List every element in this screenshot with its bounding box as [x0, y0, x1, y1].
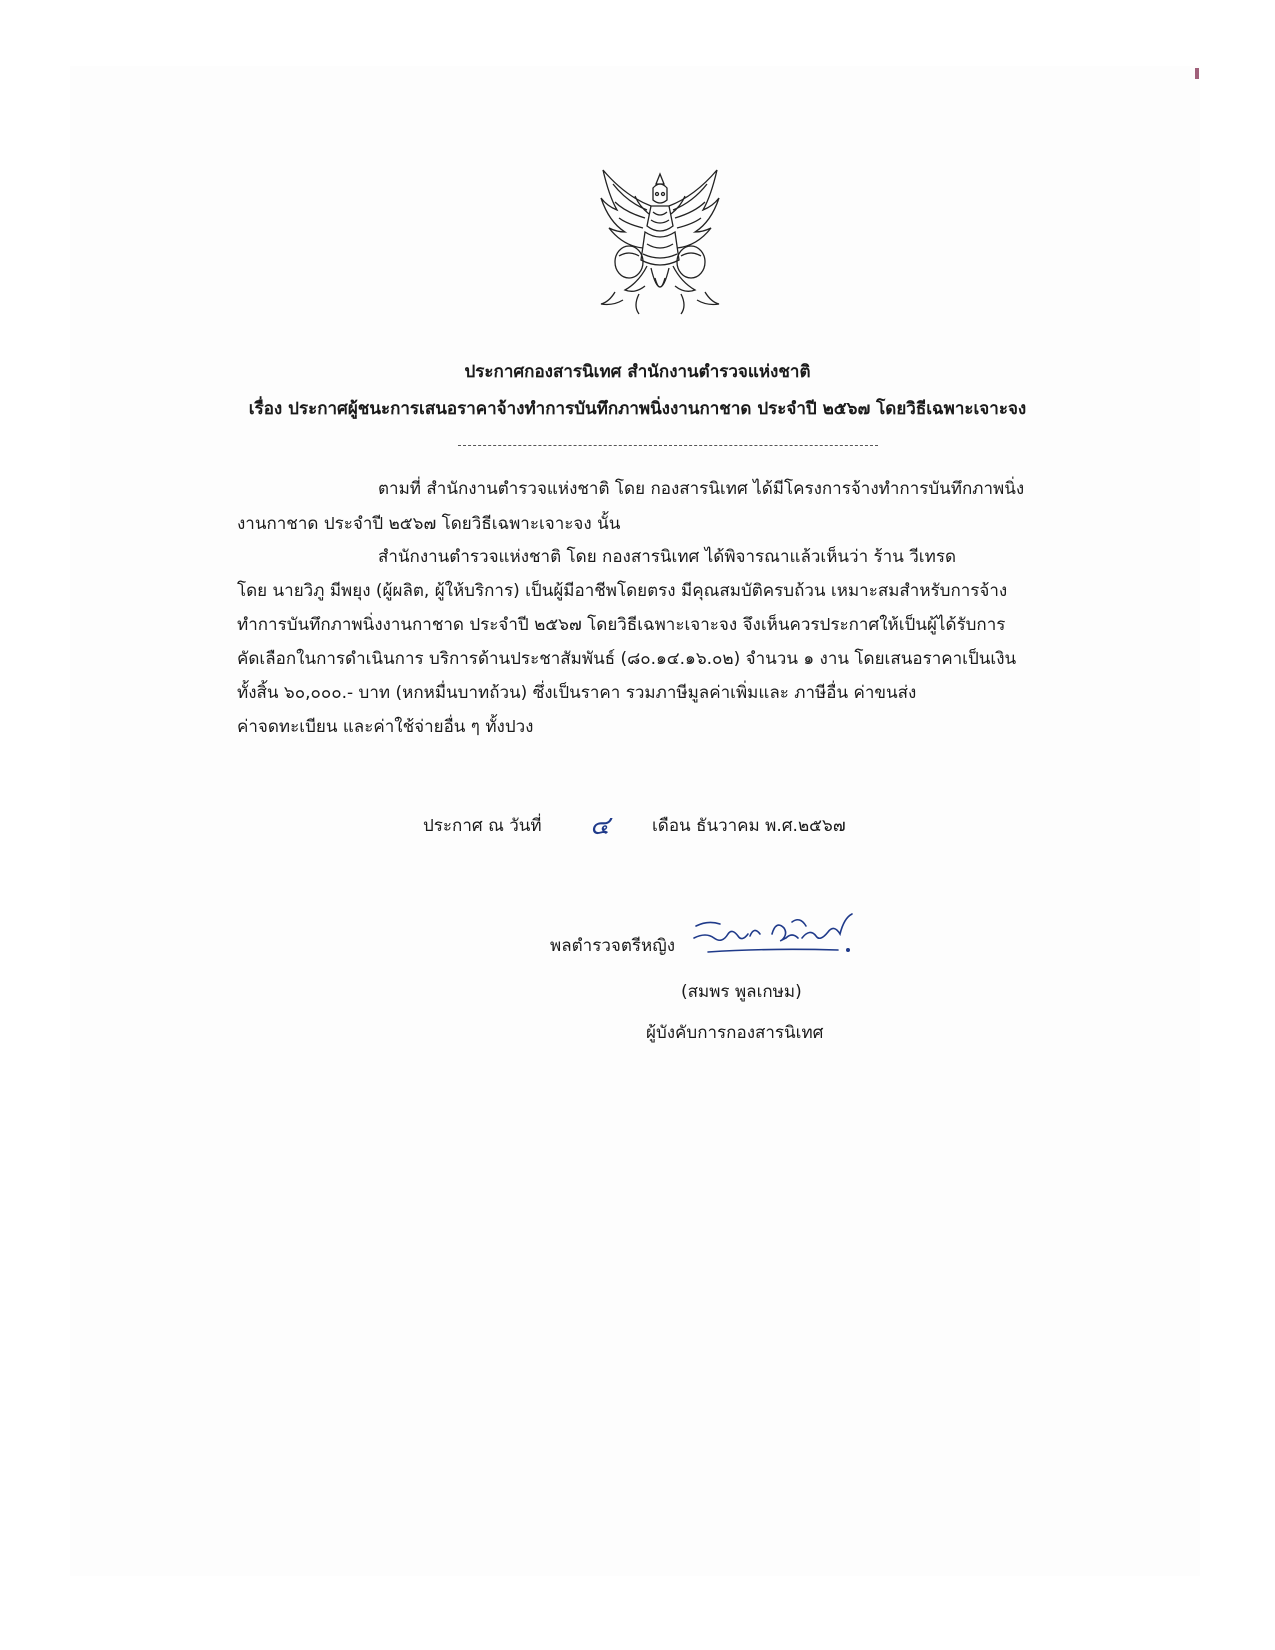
- body-line: ตามที่ สำนักงานตำรวจแห่งชาติ โดย กองสารนิเทศ ได้มีโครงการจ้างทำการบันทึกภาพนิ่ง: [378, 479, 1025, 499]
- announcement-label: ประกาศ ณ วันที่: [423, 816, 542, 836]
- signatory-rank: พลตำรวจตรีหญิง: [550, 936, 676, 956]
- body-line: คัดเลือกในการดำเนินการ บริการด้านประชาสัมพันธ์ (๘๐.๑๔.๑๖.๐๒) จำนวน ๑ งาน โดยเสนอราคาเป็นเงิน: [237, 649, 1017, 669]
- body-line: ค่าจดทะเบียน และค่าใช้จ่ายอื่น ๆ ทั้งปวง: [237, 717, 534, 737]
- announcement-day: ๔: [590, 811, 610, 841]
- document-subject: เรื่อง ประกาศผู้ชนะการเสนอราคาจ้างทำการบันทึกภาพนิ่งงานกาชาด ประจำปี ๒๕๖๗ โดยวิธีเฉพาะเจาะจง: [248, 399, 1027, 419]
- body-line: ทั้งสิ้น ๖๐,๐๐๐.- บาท (หกหมื่นบาทถ้วน) ซึ่งเป็นราคา รวมภาษีมูลค่าเพิ่มและ ภาษีอื่น ค่าขนส่ง: [237, 683, 917, 703]
- announcement-month-year: เดือน ธันวาคม พ.ศ.๒๕๖๗: [652, 816, 846, 836]
- signature-mark: [688, 904, 878, 959]
- signatory-position: ผู้บังคับการกองสารนิเทศ: [646, 1023, 824, 1043]
- corner-mark: [1195, 68, 1199, 79]
- document-title: ประกาศกองสารนิเทศ สำนักงานตำรวจแห่งชาติ: [464, 362, 811, 382]
- body-line: โดย นายวิภู มีพยุง (ผู้ผลิต, ผู้ให้บริการ) เป็นผู้มีอาชีพโดยตรง มีคุณสมบัติครบถ้วน เหมาะสมสำหรับการจ้าง: [237, 581, 1008, 601]
- body-line: สำนักงานตำรวจแห่งชาติ โดย กองสารนิเทศ ได้พิจารณาแล้วเห็นว่า ร้าน วีเทรด: [378, 547, 956, 567]
- body-line: ทำการบันทึกภาพนิ่งงานกาชาด ประจำปี ๒๕๖๗ โดยวิธีเฉพาะเจาะจง จึงเห็นควรประกาศให้เป็นผู้ได้รับการ: [237, 615, 1006, 635]
- garuda-emblem-icon: [595, 166, 725, 321]
- dashed-divider: [458, 445, 878, 446]
- signatory-name: (สมพร พูลเกษม): [681, 982, 802, 1002]
- body-line: งานกาชาด ประจำปี ๒๕๖๗ โดยวิธีเฉพาะเจาะจง นั้น: [237, 514, 621, 534]
